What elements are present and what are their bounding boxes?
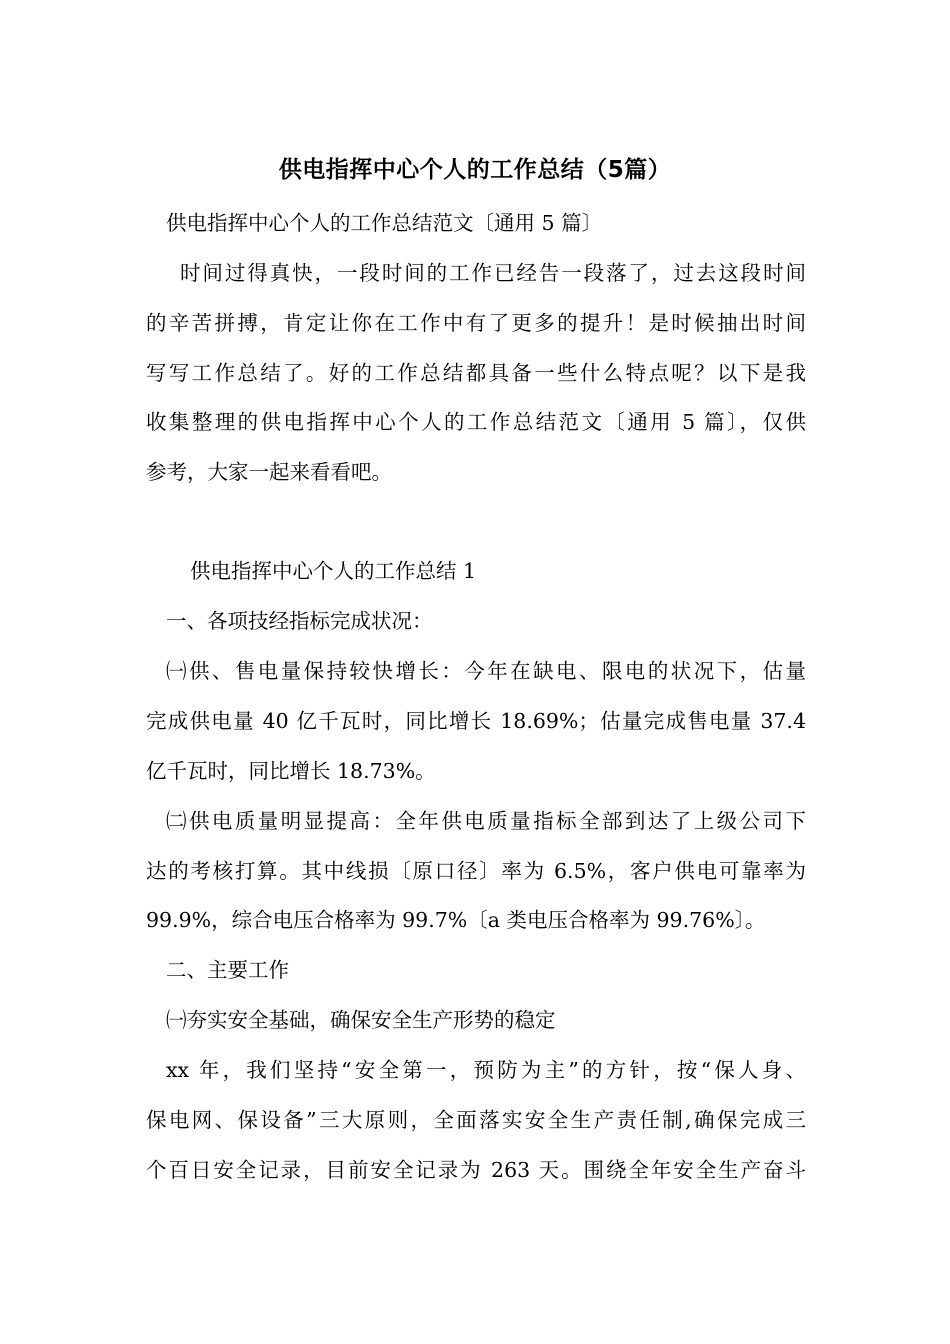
- intro-line-2: 的辛苦拼搏，肯定让你在工作中有了更多的提升！是时候抽出时间: [146, 311, 806, 335]
- document-title: 供电指挥中心个人的工作总结（5篇）: [278, 157, 672, 183]
- subheading-indicators: 一、各项技经指标完成状况：: [166, 609, 433, 633]
- intro-line-4: 收集整理的供电指挥中心个人的工作总结范文〔通用 5 篇〕，仅供: [146, 410, 806, 434]
- subheading-main-work: 二、主要工作: [166, 958, 289, 982]
- document-subtitle: 供电指挥中心个人的工作总结范文〔通用 5 篇〕: [166, 211, 603, 235]
- section-heading-1: 供电指挥中心个人的工作总结 1: [190, 559, 477, 583]
- paragraph-quality-line-3: 99.9%，综合电压合格率为 99.7%〔a 类电压合格率为 99.76%〕。: [146, 908, 766, 932]
- intro-line-5: 参考，大家一起来看看吧。: [146, 460, 392, 484]
- subheading-safety: ㈠夯实安全基础，确保安全生产形势的稳定: [166, 1008, 556, 1032]
- paragraph-supply-line-3: 亿千瓦时，同比增长 18.73%。: [146, 759, 436, 783]
- paragraph-supply-line-1: ㈠供、售电量保持较快增长：今年在缺电、限电的状况下，估量: [166, 659, 806, 683]
- paragraph-supply-line-2: 完成供电量 40 亿千瓦时，同比增长 18.69%；估量完成售电量 37.4: [146, 709, 806, 733]
- intro-line-1: 时间过得真快，一段时间的工作已经告一段落了，过去这段时间: [180, 261, 806, 285]
- paragraph-safety-line-3: 个百日安全记录，目前安全记录为 263 天。围绕全年安全生产奋斗: [146, 1158, 806, 1182]
- paragraph-safety-line-2: 保电网、保设备”三大原则，全面落实安全生产责任制,确保完成三: [146, 1108, 806, 1132]
- paragraph-quality-line-2: 达的考核打算。其中线损〔原口径〕率为 6.5%，客户供电可靠率为: [146, 859, 806, 883]
- paragraph-safety-line-1: xx 年，我们坚持“安全第一，预防为主”的方针，按“保人身、: [166, 1058, 806, 1082]
- paragraph-quality-line-1: ㈡供电质量明显提高：全年供电质量指标全部到达了上级公司下: [166, 809, 806, 833]
- intro-line-3: 写写工作总结了。好的工作总结都具备一些什么特点呢？以下是我: [146, 361, 806, 385]
